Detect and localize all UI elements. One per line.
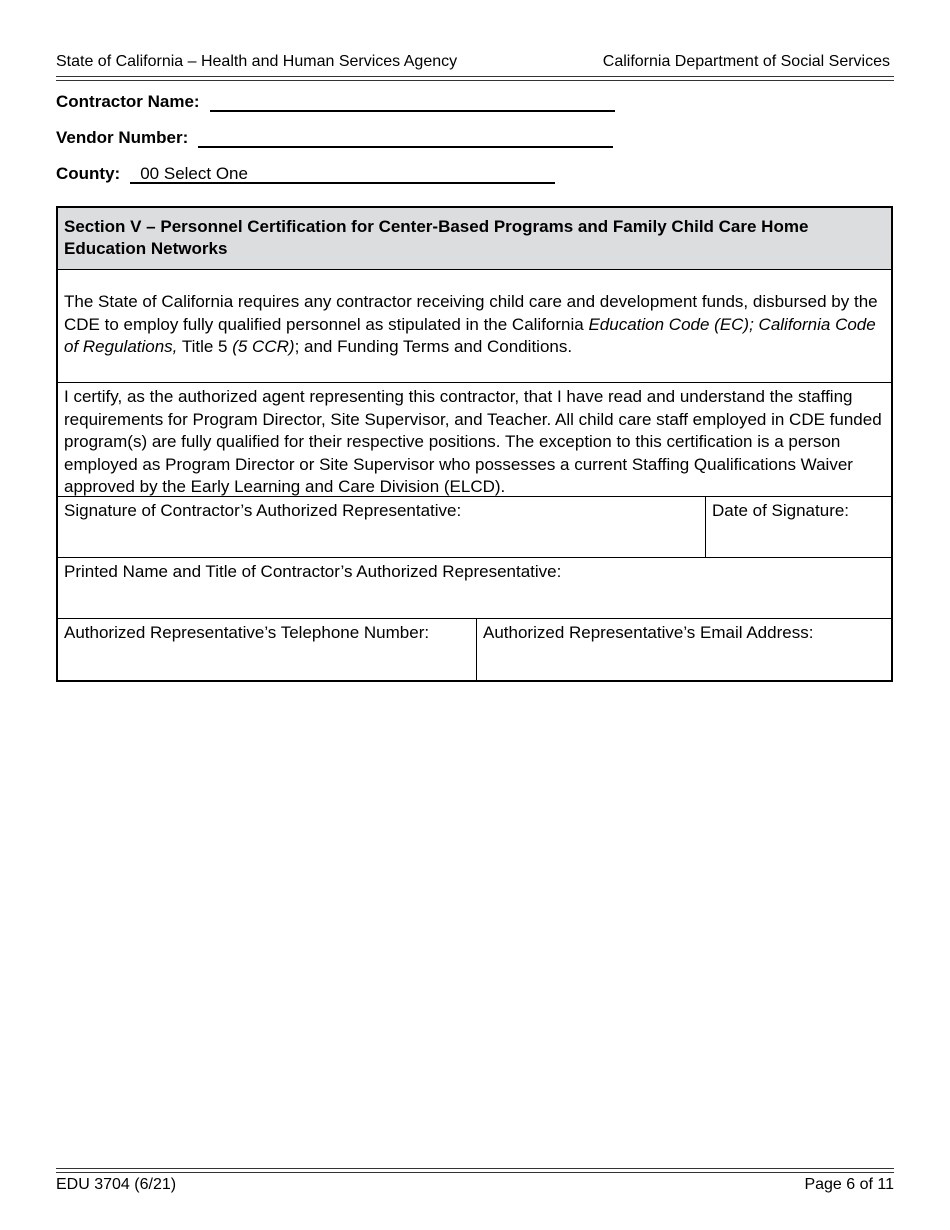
telephone-field[interactable] <box>58 619 476 680</box>
contractor-name-field[interactable] <box>210 92 615 112</box>
header-department: California Department of Social Services <box>602 53 890 70</box>
certification-form <box>56 206 893 682</box>
form-id: EDU 3704 (6/21) <box>56 1176 177 1193</box>
vendor-number-row <box>56 128 613 148</box>
certification-statement: I certify, as the authorized agent representing this contractor, that I have read and understand the staffing requirements for Program Director, Site Supervisor, and Teacher. All child care staff employed in CDE funded program(s) are fully qualified for their respective positions. The exception to this certification is a person employed as Program Director or Site Supervisor who possesses a current Staffing Qualifications Waiver approved by the Early Learning and Care Division (ELCD). <box>58 383 891 497</box>
date-field[interactable] <box>705 497 891 557</box>
email-field[interactable] <box>476 619 891 680</box>
signature-field[interactable] <box>58 497 705 557</box>
printed-name-row <box>58 558 891 619</box>
footer-rule <box>56 1172 894 1173</box>
email-label: Authorized Representative’s Email Address: <box>483 623 814 642</box>
page-number: Page 6 of 11 <box>804 1176 894 1193</box>
county-select[interactable]: 00 Select One <box>130 164 555 184</box>
contractor-name-row <box>56 92 615 112</box>
header-rule <box>56 80 894 81</box>
printed-name-field[interactable] <box>58 558 891 618</box>
contractor-name-label: Contractor Name: <box>56 92 200 111</box>
footer-rule <box>56 1168 894 1169</box>
requirements-paragraph: The State of California requires any contractor receiving child care and development funds, disbursed by the CDE to employ fully qualified personnel as stipulated in the California Education Code (EC); California Code of Regulations, Title 5 (5 CCR); and Funding Terms and Conditions. <box>58 270 891 383</box>
section-title: Section V – Personnel Certification for Center-Based Programs and Family Child Care Home Education Networks <box>58 208 891 270</box>
printed-name-label: Printed Name and Title of Contractor’s Authorized Representative: <box>64 562 562 581</box>
header-rule <box>56 76 894 77</box>
vendor-number-field[interactable] <box>198 128 613 148</box>
header-agency: State of California – Health and Human Services Agency <box>56 53 458 70</box>
vendor-number-label: Vendor Number: <box>56 128 189 147</box>
contact-row <box>58 619 891 680</box>
signature-row <box>58 497 891 558</box>
date-label: Date of Signature: <box>712 501 850 520</box>
telephone-label: Authorized Representative’s Telephone Number: <box>64 623 430 642</box>
signature-label: Signature of Contractor’s Authorized Representative: <box>64 501 462 520</box>
county-row <box>56 164 555 184</box>
county-label: County: <box>56 164 121 183</box>
